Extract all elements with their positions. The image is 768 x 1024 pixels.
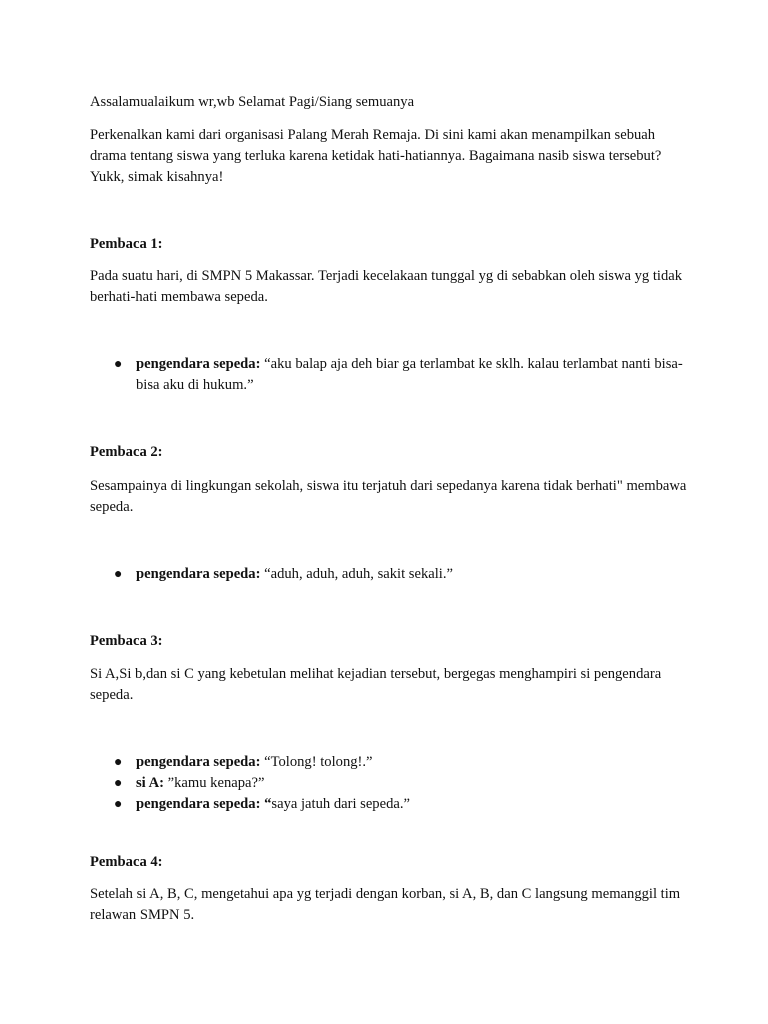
speaker-label: pengendara sepeda: [136, 356, 261, 372]
narration-paragraph: Pada suatu hari, di SMPN 5 Makassar. Terjadi kecelakaan tunggal yg di sebabkan oleh siswa yg tidak berhati-hati membawa sepeda. [90, 268, 683, 305]
dialogue-line: “aduh, aduh, aduh, sakit sekali.” [260, 566, 453, 582]
dialogue-item [90, 773, 690, 794]
dialogue-line: “Tolong! tolong!.” [260, 754, 373, 770]
speaker-label: pengendara sepeda: [136, 754, 261, 770]
dialogue-item [90, 354, 690, 396]
speaker-label: pengendara sepeda: [136, 566, 261, 582]
narration-paragraph: Sesampainya di lingkungan sekolah, siswa itu terjatuh dari sepedanya karena tidak berhati" membawa sepeda. [90, 478, 687, 515]
speaker-label: si A: [136, 775, 164, 791]
dialogue-item [90, 752, 690, 773]
greeting-text: Assalamualaikum wr,wb Selamat Pagi/Siang semuanya [90, 94, 415, 110]
bullet-icon: ● [114, 776, 123, 791]
bullet-icon: ● [114, 797, 123, 812]
narration-paragraph: Si A,Si b,dan si C yang kebetulan melihat kejadian tersebut, bergegas menghampiri si pengendara sepeda. [90, 666, 662, 703]
dialogue-line: ”kamu kenapa?” [163, 775, 265, 791]
speaker-label: pengendara sepeda: “ [136, 796, 272, 812]
dialogue-item [90, 564, 690, 585]
intro-paragraph: Perkenalkan kami dari organisasi Palang Merah Remaja. Di sini kami akan menampilkan sebuah drama tentang siswa yang terluka karena ketidak hati-hatiannya. Bagaimana nasib siswa tersebut? Yukk, simak kisahnya! [90, 127, 662, 185]
bullet-icon: ● [114, 357, 123, 372]
section-heading: Pembaca 2: [90, 444, 163, 460]
section-heading: Pembaca 3: [90, 633, 163, 649]
dialogue-list [90, 752, 690, 815]
section-heading: Pembaca 1: [90, 236, 163, 252]
dialogue-line: “aku balap aja deh biar ga terlambat ke sklh. kalau terlambat nanti bisa-bisa aku di hukum.” [136, 356, 683, 393]
dialogue-line: saya jatuh dari sepeda.” [271, 796, 410, 812]
section-heading: Pembaca 4: [90, 854, 163, 870]
dialogue-item [90, 794, 690, 815]
dialogue-list [90, 354, 690, 396]
bullet-icon: ● [114, 755, 123, 770]
dialogue-list [90, 564, 690, 585]
narration-paragraph: Setelah si A, B, C, mengetahui apa yg terjadi dengan korban, si A, B, dan C langsung memanggil tim relawan SMPN 5. [90, 886, 681, 923]
bullet-icon: ● [114, 567, 123, 582]
